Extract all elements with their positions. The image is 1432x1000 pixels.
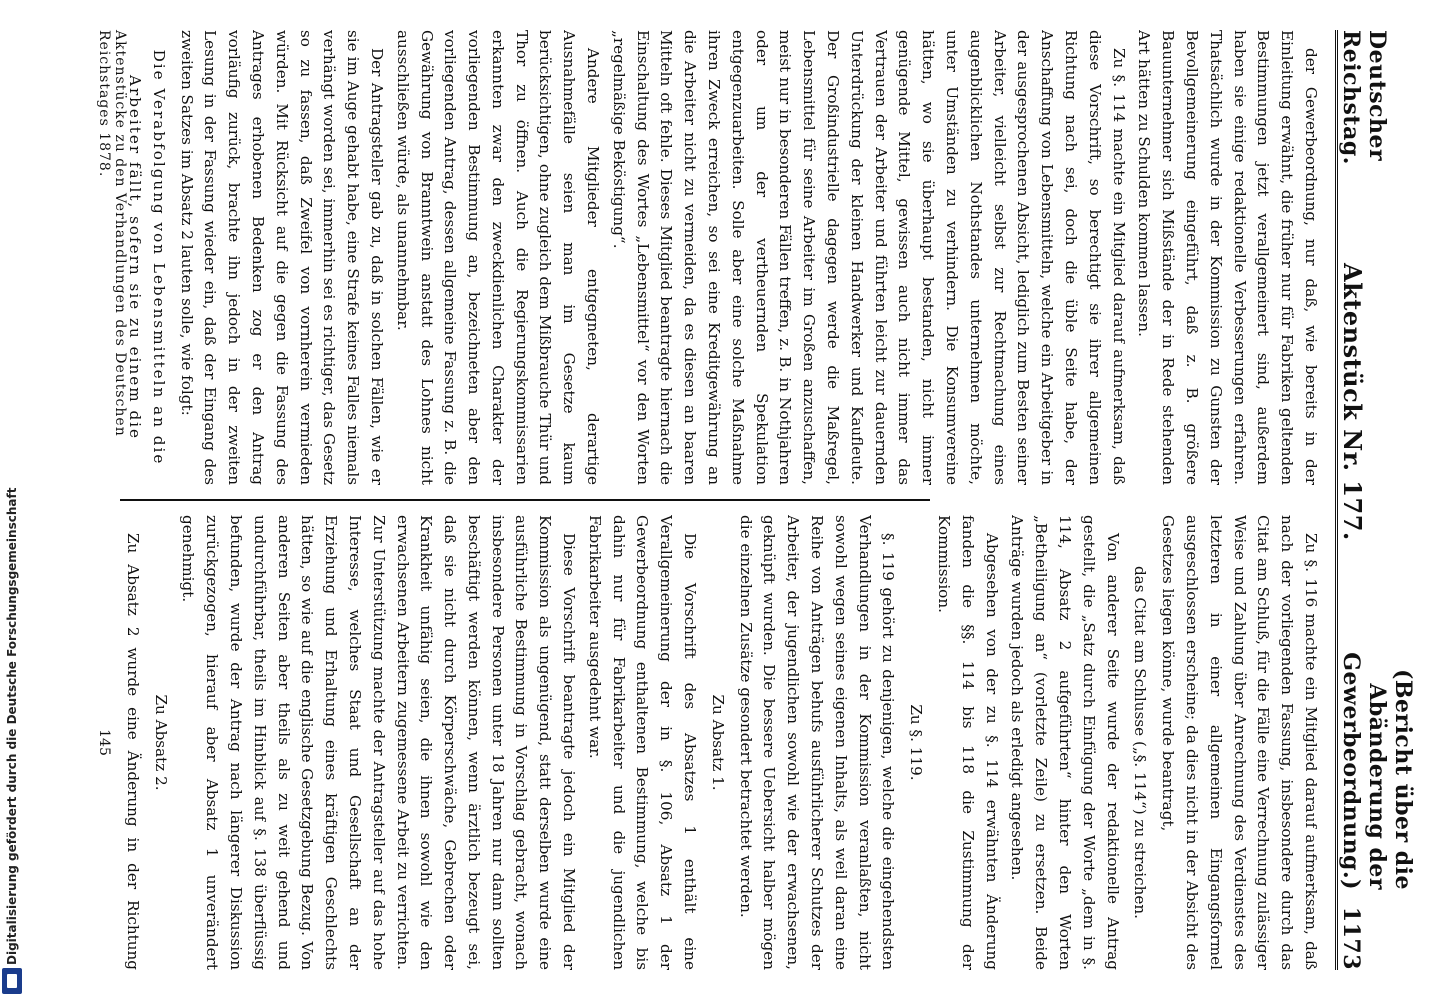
paragraph: Zu §. 116 machte ein Mitglied darauf aufmerksam, daß nach der vorliegenden Fassung, insbesondere durch das Citat am Schluß, für die Fälle eine Verrechnung zulässiger Weise und Zahlung über Anrechnung des Verdienstes des letzteren in einer allgemeinen Eingangsformel ausgeschlossen erscheine; da dies nicht in der Absicht des Gesetzes liegen könne, wurde beantragt,: [1159, 515, 1320, 970]
quoted-amendment: das Citat am Schlusse („§. 114“) zu streichen.: [1131, 565, 1150, 920]
paragraph: §. 119 gehört zu denjenigen, welche die eingehendsten Verhandlungen in der Kommission veranlaßten, nicht sowohl wegen seines eigenen Inhalts, als weil daran eine Reihe von Anträgen behufs ausführlicherer Schutzes der Arbeiter, der jugendlichen sowohl wie der erwachsenen, geknüpft wurden. Die bessere Uebersicht halber mögen die einzelnen Zusätze gesondert betrachtet werden.: [736, 515, 898, 970]
paragraph: Zu Absatz 2 wurde eine Änderung in der Richtung: [123, 533, 142, 970]
document-topic: (Bericht über die Abänderung der Gewerbeordnung.): [1338, 652, 1416, 891]
right-column: [120, 515, 1322, 970]
document-number: Aktenstück Nr. 177.: [1338, 263, 1367, 541]
section-heading: Zu Absatz 2.: [151, 694, 170, 791]
page-number: 1173: [1338, 906, 1364, 971]
paragraph: Von anderer Seite wurde der redaktionelle Antrag gestellt, die „Satz durch Einfügung der Worte „dem in §. 114, Absatz 2 aufgeführten“ hinter den Worten „Betheiligung an“ (vorletzte Zeile) zu ersetzen. Beide Anträge wurden jedoch als erledigt angesehen.: [1008, 515, 1122, 970]
column-divider: [120, 499, 930, 501]
volume-footer: Aktenstücke zu den Verhandlungen des Deutschen Reichstages 1878.: [96, 30, 128, 437]
paragraph: der Gewerbeordnung, nur daß, wie bereits in der Einleitung erwähnt, die früher nur für Fabriken geltenden Bestimmungen jetzt verallgemeinert sind, außerdem haben sie einige redaktionelle Verbesserungen erfahren. Thatsächlich wurde in der Kommission zu Gunsten der Bevollgemeinerung eingeführt, daß z. B. größere Bauunternehmer sich Mißstände der in Rede stehenden Art hätten zu Schulden kommen lassen.: [1135, 30, 1320, 485]
page-header: [1335, 30, 1416, 971]
journal-title: Deutscher Reichstag.: [1338, 30, 1390, 165]
digitization-note: Digitalisierung gefördert durch die Deutsche Forschungsgemeinschaft: [5, 487, 19, 965]
dfg-logo-icon: [2, 968, 22, 994]
quoted-amendment: Die Verabfolgung von Lebensmitteln an die Arbeiter fällt, sofern sie zu einem die: [125, 49, 168, 466]
signature-number: 145: [96, 729, 112, 756]
paragraph: Die Vorschrift des Absatzes 1 enthält eine Verallgemeinerung der in §. 106, Absatz 1 der Gewerbeordnung enthaltenen Bestimmung, welche bis dahin nur für Fabrikarbeiter und die jugendlichen Fabrikarbeiter ausgedehnt war.: [585, 515, 700, 970]
paragraph: Der Antragsteller gab zu, daß in solchen Fällen, wie er sie im Auge gehabt habe, eine Strafe keines Falles niemals verhängt worden sei, immerhin sei es richtiger, das Gesetz so zu fassen, daß Zweifel von vornherein vermieden würden. Mit Rücksicht auf die gegen die Fassung des Antrages erhobenen Bedenken zog er den Antrag vorläufig zurück, brachte ihn jedoch in der zweiten Lesung in der Fassung wieder ein, daß der Eingang des zweiten Satzes im Absatz 2 lauten solle, wie folgt:: [177, 30, 386, 485]
digitization-sidebar: [0, 0, 24, 1000]
section-heading: Zu §. 119.: [907, 704, 926, 781]
paragraph: Diese Vorschrift beantragte jedoch ein Mitglied der Kommission als ungenügend, statt derselben wurde eine ausführliche Bestimmung in Vorschlag gebracht, wonach insbesondere Personen unter 18 Jahren nur dann sollten beschäftigt werden können, wenn ärztlich bezeugt sei, daß sie nicht durch Körperschwäche, Gebrechen oder Krankheit unfähig seien, die ihnen sowohl wie den erwachsenen Arbeitern zugemessene Arbeit zu verrichten. Zur Unterstützung machte der Antragsteller auf das hohe Interesse, welches Staat und Gesellschaft an der Erziehung und Erhaltung eines kräftigen Geschlechts hätten, so wie auf die englische Gesetzgebung Bezug. Von anderen Seiten aber theils als zu weit gehend und undurchführbar, theils im Hinblick auf §. 138 überflüssig befunden, wurde der Antrag nach längerer Diskussion zurückgezogen, hierauf aber Absatz 1 unverändert genehmigt.: [179, 515, 579, 970]
paragraph: Zu §. 114 machte ein Mitglied darauf aufmerksam, daß diese Vorschrift, so berechtigt sie ihrer allgemeinen Richtung nach sei, doch die üble Seite habe, der Anschaffung von Lebensmitteln, welche ein Arbeitgeber in der ausgesprochenen Absicht, lediglich zum Besten seiner Arbeiter, vielleicht selbst zur Rechtmachung eines augenblicklichen Nothstandes unternehmen möchte, unter Umständen zu verhindern. Die Konsumvereine hätten, wo sie überhaupt bestanden, nicht immer genügende Mittel, gewissen auch nicht immer das Vertrauen der Arbeiter und führten leicht zur dauernden Unterdrückung der kleinen Handwerker und Kaufleute. Der Großindustrielle dagegen werde die Maßregel, Lebensmittel für seine Arbeiter im Großen anzuschaffen, meist nur in besonderen Fällen treffen, z. B. in Nothjahren oder um der vertheuernden Spekulation entgegenzuarbeiten. Solle aber eine solche Maßnahme ihren Zweck erreichen, so sei eine Kreditgewährung an die Arbeiter nicht zu vermeiden, da es diesen an baaren Mitteln oft fehle. Dieses Mitglied beantragte hiernach die Einschaltung des Wortes „Lebensmittel“ vor den Worten „regelmäßige Beköstigung“.: [609, 30, 1128, 485]
paragraph: Abgesehen von der zu §. 114 erwähnten Änderung fanden die §§. 114 bis 118 die Zustimmung der Kommission.: [935, 515, 1001, 970]
section-heading: Zu Absatz 1.: [708, 694, 727, 791]
left-column: [120, 30, 1322, 485]
paragraph: Andere Mitglieder entgegneten, derartige Ausnahmefälle seien man im Gesetze kaum berücksichtigen, ohne zugleich dem Mißbrauche Thür und Thor zu öffnen. Auch die Regierungskommissarien erkannten zwar den zweckdienlichen Charakter der vorliegenden Bestimmung an, bezeichneten aber den vorliegenden Antrag, dessen allgemeine Fassung z. B. die Gewährung von Branntwein anstatt des Lohnes nicht ausschließen würde, als unannehmbar.: [393, 30, 603, 485]
